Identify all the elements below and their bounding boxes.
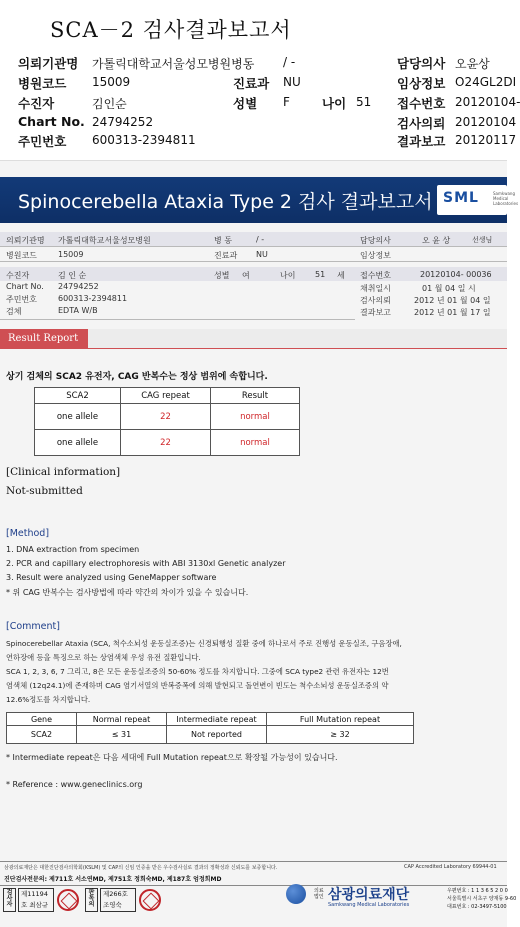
repeat-col-intermediate: Intermediate repeat	[167, 713, 267, 726]
repeat-table	[6, 712, 414, 744]
result-table	[34, 387, 300, 456]
hospital-code-value: 15009	[92, 75, 131, 89]
info-patient-label: 수진자	[6, 271, 30, 280]
result-summary: 상기 검체의 SCA2 유전자, CAG 반복수는 정상 범위에 속합니다.	[6, 372, 268, 382]
comment-line: 염색체 (12q24.1)에 존재하며 CAG 염기서열의 반복증폭에 의해 발현되고 돌연변이 빈도는 척수소뇌성 운동실조증의 약	[6, 681, 389, 690]
patient-label: 수진자	[18, 96, 55, 111]
result-col-cag: CAG repeat	[121, 388, 211, 404]
reference-line: * Reference : www.geneclinics.org	[6, 780, 143, 789]
cap-line: CAP Accredited Laboratory 69944-01	[404, 864, 497, 870]
table-row	[7, 726, 414, 744]
comment-line: SCA 1, 2, 3, 6, 7 그리고, 8은 모든 운동실조증의 50-60% 정도를 차지합니다. 그중에 SCA type2 관련 유전자는 12번	[6, 667, 389, 676]
comment-line: Spinocerebellar Ataxia (SCA, 척수소뇌성 운동실조증)는 신경퇴행성 질환 중에 하나로서 주로 진행성 운동실조, 구음장애,	[6, 639, 402, 648]
sml-logo-text: SML	[443, 190, 479, 206]
reader-seal: 판독의	[85, 888, 98, 912]
receipt-label: 접수번호	[397, 96, 446, 111]
info-doctor-suffix: 선생님	[472, 236, 493, 244]
repeat-normal: ≤ 31	[77, 726, 167, 744]
divider	[0, 261, 507, 262]
info-dept-label: 진료과	[214, 251, 238, 260]
comment-line: 12.6%정도를 차지합니다.	[6, 695, 91, 704]
info-sex-label: 성별	[214, 271, 230, 280]
foundation-small: 의료법인	[314, 888, 324, 900]
request-value: 20120104	[455, 115, 517, 129]
reader-stamp	[139, 889, 161, 911]
info-id-value: 600313-2394811	[58, 294, 128, 303]
divider	[0, 319, 355, 320]
info-chart-value: 24794252	[58, 282, 99, 291]
result-status: normal	[211, 404, 300, 430]
info-clinical-label: 임상정보	[360, 251, 391, 260]
comment-heading: [Comment]	[6, 621, 60, 632]
method-heading: [Method]	[6, 528, 50, 539]
intermediate-note: * Intermediate repeat은 다음 세대에 Full Mutation repeat으로 확장될 가능성이 있습니다.	[6, 753, 338, 762]
repeat-col-gene: Gene	[7, 713, 77, 726]
info-dept-value: NU	[256, 250, 268, 259]
comment-line: 연하장애 등을 특징으로 하는 상염색체 우성 유전 질환입니다.	[6, 653, 201, 662]
foundation-english: Samkwang Medical Laboratories	[328, 902, 410, 908]
info-chart-label: Chart No.	[6, 282, 44, 291]
result-status: normal	[211, 430, 300, 456]
patient-value: 김인순	[92, 97, 127, 111]
resident-no-value: 600313-2394811	[92, 133, 196, 147]
dept-value: NU	[283, 75, 301, 89]
repeat-col-normal: Normal repeat	[77, 713, 167, 726]
sex-label: 성별	[233, 96, 258, 111]
info-specimen-label: 검체	[6, 307, 22, 316]
result-report-tag: Result Report	[0, 329, 88, 349]
info-id-label: 주민번호	[6, 295, 37, 304]
method-line: 1. DNA extraction from specimen	[6, 545, 140, 554]
address-street: 서울특별시 서초구 양재동 9-60	[447, 896, 517, 902]
info-code-value: 15009	[58, 250, 84, 259]
result-col-result: Result	[211, 388, 300, 404]
tester-stamp	[57, 889, 79, 911]
address-postal: 우편번호 : 1 1 3 6 5 2 0 0	[447, 888, 508, 894]
footer-divider	[0, 885, 507, 886]
address-phone: 대표번호 : 02-3497-5100	[447, 904, 507, 910]
result-cag-value: 22	[121, 430, 211, 456]
repeat-full: ≥ 32	[267, 726, 414, 744]
footer-divider	[0, 861, 507, 862]
info-report-label: 결과보고	[360, 308, 391, 317]
info-age-value: 51	[315, 270, 326, 279]
org-value: 가톨릭대학교서울성모병원병동	[92, 57, 255, 71]
reader-name: 제266호 조영숙	[100, 888, 136, 912]
info-age-unit: 세	[337, 271, 345, 280]
info-age-label: 나이	[280, 271, 296, 280]
result-col-gene: SCA2	[35, 388, 121, 404]
info-ward-value: / -	[256, 235, 265, 244]
repeat-intermediate: Not reported	[167, 726, 267, 744]
repeat-gene: SCA2	[7, 726, 77, 744]
doctors-line: 진단검사전문의: 제711호 서소연MD, 제751호 정희숙MD, 제187호 엄정희MD	[4, 876, 222, 883]
repeat-col-full: Full Mutation repeat	[267, 713, 414, 726]
clinical-label: 임상정보	[397, 76, 446, 91]
chart-no-label: Chart No.	[18, 114, 85, 129]
info-collect-label: 채취일시	[360, 284, 391, 293]
info-specimen-value: EDTA W/B	[58, 306, 98, 315]
chart-no-value: 24794252	[92, 115, 154, 129]
result-allele: one allele	[35, 404, 121, 430]
result-cag-value: 22	[121, 404, 211, 430]
info-collect-value: 01 월 04 일 시	[422, 284, 476, 293]
request-label: 검사의뢰	[397, 116, 446, 131]
method-line: 3. Result were analyzed using GeneMapper software	[6, 573, 217, 582]
result-allele: one allele	[35, 430, 121, 456]
table-row	[35, 430, 300, 456]
dept-label: 진료과	[233, 76, 270, 91]
report-banner	[0, 177, 519, 223]
info-doctor-value: 오 윤 상	[422, 236, 451, 245]
info-receipt-value: 20120104- 00036	[420, 270, 492, 279]
foundation-name: 삼광의료재단	[328, 887, 410, 903]
info-org-label: 의뢰기관명	[6, 236, 45, 245]
info-ward-label: 병 동	[214, 236, 232, 245]
sml-logo-subtitle: Samkwang Medical Laboratories	[493, 191, 519, 206]
result-report-underline	[88, 348, 507, 349]
table-row	[35, 404, 300, 430]
sml-logo	[437, 185, 519, 215]
foundation-logo-icon	[286, 884, 306, 904]
age-value: 51	[356, 95, 372, 109]
ward-value: / -	[283, 55, 296, 69]
report-date-value: 20120117	[455, 133, 517, 147]
info-report-value: 2012 년 01 월 17 일	[414, 308, 491, 317]
clinical-heading: [Clinical information]	[6, 466, 121, 478]
org-label: 의뢰기관명	[18, 56, 79, 71]
info-patient-value: 김 인 순	[58, 271, 87, 280]
receipt-value: 20120104-	[455, 95, 520, 109]
tester-name: 제11194호 최삼규	[18, 888, 54, 912]
info-request-value: 2012 년 01 월 04 일	[414, 296, 491, 305]
doctor-value: 오윤상	[455, 57, 490, 71]
age-label: 나이	[322, 96, 347, 111]
tester-seal: 검사자	[3, 888, 16, 912]
doctor-label: 담당의사	[397, 56, 446, 71]
info-request-label: 검사의뢰	[360, 296, 391, 305]
info-code-label: 병원코드	[6, 251, 37, 260]
divider	[0, 246, 507, 247]
scanned-report	[0, 160, 519, 927]
clinical-value: Not-submitted	[6, 485, 83, 497]
header-title: SCA－2 검사결과보고서	[50, 18, 292, 42]
cert-line: 삼광의료재단은 대한진단검사의학회(KSLM) 및 CAP의 신임 인증을 받은 우수검사실로 결과의 정확성과 신뢰도를 보증합니다.	[4, 865, 278, 871]
info-receipt-label: 접수번호	[360, 271, 391, 280]
method-line: 2. PCR and capillary electrophoresis with ABI 3130xl Genetic analyzer	[6, 559, 286, 568]
banner-title: Spinocerebella Ataxia Type 2 검사 결과보고서	[18, 191, 433, 213]
clinical-value: O24GL2DI	[455, 75, 517, 89]
hospital-code-label: 병원코드	[18, 76, 67, 91]
resident-no-label: 주민번호	[18, 134, 67, 149]
sex-value: F	[283, 95, 290, 109]
patient-header	[0, 0, 520, 160]
info-sex-value: 여	[242, 271, 250, 280]
report-date-label: 결과보고	[397, 134, 446, 149]
method-note: * 위 CAG 반복수는 검사방법에 따라 약간의 차이가 있을 수 있습니다.	[6, 588, 249, 597]
info-doctor-label: 담당의사	[360, 236, 391, 245]
info-org-value: 가톨릭대학교서울성모병원	[58, 236, 151, 245]
result-report-bar	[0, 329, 507, 349]
